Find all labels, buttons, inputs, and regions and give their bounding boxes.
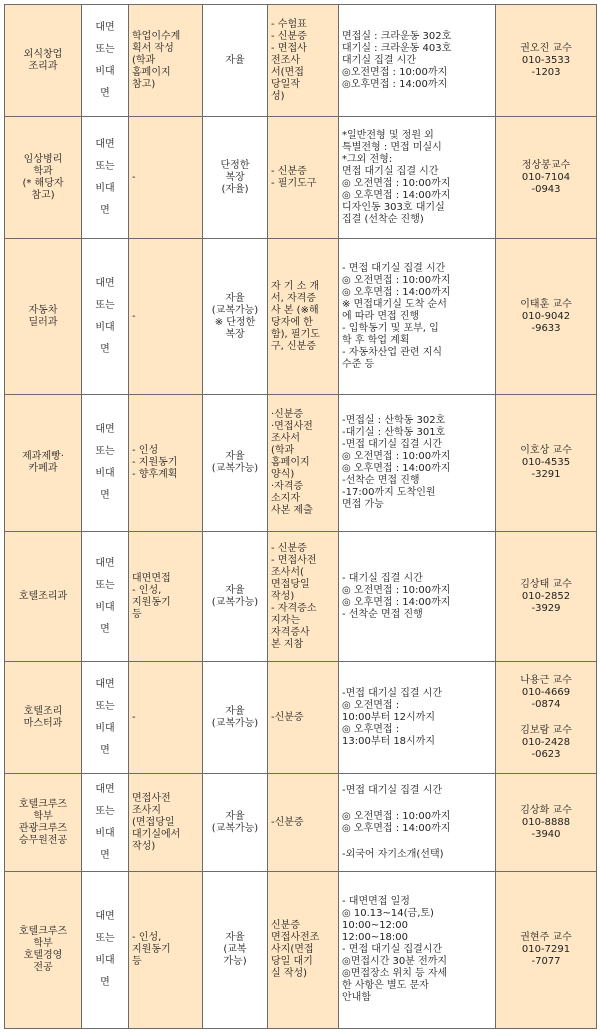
dress-code-cell (203, 872, 268, 1029)
cell-line: 전공 (33, 962, 53, 973)
cell-line: -면접 대기실 집결 시간 (342, 439, 443, 450)
cell-line: ◎ 오전면접 : 10:00까지 (342, 451, 451, 462)
cell-line: 홈페이지 (271, 457, 310, 468)
cell-line: 대면 (95, 138, 115, 150)
cell-line: - 신분증 (271, 542, 307, 554)
cell-line: 권오진 교수 (520, 42, 572, 54)
cell-line: -1203 (531, 66, 561, 78)
table-row (5, 239, 597, 395)
table-row (5, 395, 597, 532)
cell-line: 소지자 (271, 493, 300, 504)
cell-line: - 면접사 (271, 42, 307, 54)
cell-line: 대면 (95, 557, 115, 569)
cell-line: - 입학동기 및 포부, 입 (342, 322, 439, 334)
cell-line: 이호상 교수 (520, 445, 572, 456)
preparation-cell (129, 395, 203, 532)
cell-line: ◎ 10.13~14(금,토) (342, 908, 434, 919)
cell-line: 또는 (95, 700, 115, 712)
dress-code-cell (203, 5, 268, 117)
cell-line: - 자동차산업 관련 지식 (342, 346, 443, 358)
dress-code-cell (203, 662, 268, 774)
cell-line: - 필기도구 (271, 177, 317, 189)
cell-line: 010-8888 (521, 816, 571, 828)
cell-line: 전조사 (271, 54, 300, 66)
cell-line: 당자에 한 (271, 316, 313, 328)
cell-line: - 신분증 (271, 30, 307, 42)
cell-line: 자격증사 (271, 626, 310, 638)
interview-method-cell (82, 872, 129, 1029)
cell-line: 서, 자격증 (271, 292, 316, 304)
cell-line: ◎ 오후면접 : 14:00까지 (342, 463, 451, 474)
cell-line: ◎ 오후면접 : (342, 723, 400, 735)
cell-line: 마스터과 (23, 717, 63, 729)
cell-line: 조사서( (271, 566, 304, 578)
professor-contact-cell (496, 532, 597, 662)
cell-line: - (132, 711, 136, 723)
cell-line: 자율 (225, 810, 245, 822)
cell-line: 조사서 (271, 433, 300, 444)
cell-line: 지원동기 (132, 596, 171, 608)
cell-line: -대기실 : 산학동 301호 (342, 427, 446, 438)
cell-line: ◎ 오후면접 : 14:00까지 (342, 189, 451, 201)
interview-schedule-table (4, 4, 597, 1029)
cell-line: 참고) (132, 78, 156, 90)
cell-line: ·자격증 (271, 481, 304, 492)
cell-line: - 인성 (132, 445, 159, 456)
cell-line: (면접당일 (132, 816, 175, 828)
cell-line: 자율 (225, 54, 245, 66)
cell-line: 호텔크루즈 (18, 926, 68, 937)
cell-line: 면 (100, 849, 110, 861)
professor-contact-cell (496, 872, 597, 1029)
notes-cell (339, 395, 496, 532)
cell-line: 대기실 집결 시간 (342, 54, 416, 66)
cell-line: ◎ 오전면접 : 10:00까지 (342, 274, 451, 286)
cell-line: - 인성, (132, 584, 162, 596)
cell-line: 단정한 (220, 159, 250, 171)
professor-contact-cell (496, 239, 597, 395)
cell-line: 김상태 교수 (520, 578, 572, 590)
cell-line: 비대 (95, 321, 115, 333)
required-items-cell (268, 395, 339, 532)
cell-line: (교복가능) (211, 596, 259, 608)
cell-line: -신분증 (271, 711, 304, 723)
cell-line: 010-3533 (521, 54, 571, 66)
interview-method-cell (82, 774, 129, 872)
department-cell (5, 532, 82, 662)
professor-contact-cell (496, 117, 597, 239)
cell-line: 또는 (95, 160, 115, 172)
cell-line: 대면면접 (132, 572, 171, 584)
cell-line: 대면 (95, 21, 115, 33)
cell-line: 대면 (95, 277, 115, 289)
cell-line: 면접사전 (132, 792, 171, 804)
cell-line: 학부 (33, 810, 53, 822)
cell-line: 010-4535 (521, 457, 571, 468)
cell-line: 12:00~18:00 (342, 932, 409, 943)
required-items-cell (268, 117, 339, 239)
department-cell (5, 5, 82, 117)
cell-line: 면 (100, 490, 110, 501)
interview-method-cell (82, 532, 129, 662)
dress-code-cell (203, 117, 268, 239)
preparation-cell (129, 872, 203, 1029)
cell-spacer (499, 711, 593, 725)
cell-line: - 향후계획 (132, 469, 178, 480)
cell-line: 호텔조리 (23, 705, 63, 717)
cell-line: 양식) (271, 469, 295, 480)
cell-line: 자율 (225, 292, 245, 304)
cell-line: 등 (132, 956, 142, 967)
cell-spacer (342, 797, 492, 811)
table-row (5, 5, 597, 117)
cell-line: 사본 제출 (271, 505, 313, 516)
cell-line: 비대 (95, 601, 115, 613)
cell-line: - 신분증 (271, 165, 307, 177)
cell-line: -9633 (531, 322, 561, 334)
required-items-cell (268, 5, 339, 117)
cell-line: 자동차 (28, 304, 58, 316)
cell-line: 서(면접 (271, 66, 304, 78)
cell-line: 면 (100, 87, 110, 99)
cell-line: ◎ 오전면접 : (342, 699, 400, 711)
cell-line: 특별전형 : 면접 미실시 (342, 141, 442, 153)
cell-line: -3929 (531, 602, 561, 614)
required-items-cell (268, 532, 339, 662)
cell-line: 조사지 (132, 804, 161, 816)
cell-line: 정상봉교수 (521, 159, 571, 171)
cell-line: 자율 (225, 451, 245, 462)
notes-cell (339, 872, 496, 1029)
cell-line: -면접 대기실 집결 시간 (342, 784, 443, 796)
cell-line: 함), 필기도 (271, 328, 320, 340)
cell-line: -17:00까지 도착인원 (342, 487, 436, 498)
cell-line: 수준 등 (342, 358, 375, 370)
cell-line: 자 기 소 개 (271, 280, 320, 292)
cell-line: 010-9042 (521, 310, 571, 322)
professor-contact-cell (496, 5, 597, 117)
cell-line: 비대 (95, 722, 115, 734)
cell-line: 학과 (33, 165, 53, 177)
cell-line: 호텔경영 (23, 950, 63, 961)
cell-line: (교복가능) (211, 717, 259, 729)
cell-line: 010-7104 (521, 171, 571, 183)
cell-line: 가능) (223, 956, 247, 967)
cell-line: (교복가능) (211, 822, 259, 834)
cell-line: 자율 (225, 932, 245, 943)
cell-line: 대면 (95, 424, 115, 435)
cell-line: - 수험표 (271, 18, 307, 30)
notes-cell (339, 532, 496, 662)
cell-line: - 선착순 면접 진행 (342, 608, 423, 620)
cell-line: 참고) (31, 189, 55, 201)
dress-code-cell (203, 774, 268, 872)
cell-line: -0623 (531, 748, 561, 760)
cell-line: 면 (100, 977, 110, 988)
cell-line: 010-2428 (521, 736, 571, 748)
table-row (5, 662, 597, 774)
preparation-cell (129, 532, 203, 662)
cell-line: 작성) (132, 840, 156, 852)
table-row (5, 532, 597, 662)
required-items-cell (268, 774, 339, 872)
cell-line: 집결 (선착순 진행) (342, 213, 424, 225)
cell-line: (교복 (223, 944, 247, 955)
cell-line: - 인성, (132, 932, 162, 943)
cell-line: 김상화 교수 (520, 804, 572, 816)
cell-line: ◎오후면접 : 14:00까지 (342, 78, 448, 90)
cell-line: 획서 작성 (132, 42, 174, 54)
cell-line: 에 따라 면접 진행 (342, 310, 420, 322)
cell-line: 권현주 교수 (520, 932, 572, 943)
cell-line: ※ 단정한 (214, 316, 256, 328)
notes-cell (339, 774, 496, 872)
cell-line: 비대 (95, 468, 115, 479)
cell-line: ◎ 오전면접 : 10:00까지 (342, 584, 451, 596)
cell-line: ·면접사전 (271, 421, 313, 432)
cell-line: 010-2852 (521, 590, 571, 602)
cell-line: - 자격증소 (271, 602, 317, 614)
table-row (5, 774, 597, 872)
cell-line: ◎ 오전면접 : 10:00까지 (342, 177, 451, 189)
cell-line: (자율) (221, 183, 249, 195)
cell-line: 면접사전조 (271, 932, 320, 943)
department-cell (5, 662, 82, 774)
cell-line: *일반전형 및 정원 외 (342, 129, 434, 141)
cell-line: ◎면접장소 위치 등 자세 (342, 968, 448, 979)
cell-line: -7077 (531, 956, 561, 967)
cell-line: -신분증 (271, 816, 304, 828)
cell-line: ◎면접시간 30분 전까지 (342, 956, 448, 967)
cell-line: 복장 (225, 328, 245, 340)
cell-line: *그외 전형: (342, 153, 393, 165)
cell-line: ※ 면접대기실 도착 순서 (342, 298, 447, 310)
cell-line: - 면접사전 (271, 554, 317, 566)
preparation-cell (129, 239, 203, 395)
cell-line: 10:00~12:00 (342, 920, 409, 931)
cell-line: 비대 (95, 182, 115, 194)
cell-line: 대면 (95, 678, 115, 690)
cell-line: - (132, 310, 136, 322)
cell-line: 승무원전공 (18, 834, 68, 846)
cell-line: 카페과 (28, 463, 58, 474)
cell-line: 비대 (95, 65, 115, 77)
cell-line: (학과 (132, 54, 156, 66)
cell-line: 면 (100, 744, 110, 756)
cell-line: 13:00부터 18시까지 (342, 735, 436, 747)
department-cell (5, 117, 82, 239)
cell-line: 당일작 (271, 78, 300, 90)
cell-line: (교복가능) (211, 304, 259, 316)
cell-line: - 면접 대기실 집결시간 (342, 944, 443, 955)
department-cell (5, 872, 82, 1029)
cell-line: 대면 (95, 911, 115, 922)
cell-line: ◎ 오전면접 : 10:00까지 (342, 810, 451, 822)
cell-line: 학 후 학업 계획 (342, 334, 410, 346)
cell-line: 사지(면접 (271, 944, 314, 955)
cell-line: 조리과 (28, 60, 58, 72)
cell-line: 임상병리 (23, 153, 63, 165)
cell-line: 10:00부터 12시까지 (342, 711, 436, 723)
table-row (5, 117, 597, 239)
cell-line: - 대기실 집결 시간 (342, 572, 423, 584)
cell-line: - 면접 대기실 집결 시간 (342, 262, 446, 274)
cell-line: 사 본 (※해 (271, 304, 319, 316)
required-items-cell (268, 872, 339, 1029)
cell-line: 자율 (225, 705, 245, 717)
cell-line: 면접실 : 크라운동 302호 (342, 30, 452, 42)
cell-line: 010-7291 (521, 944, 571, 955)
cell-line: 제과제빵· (22, 451, 64, 462)
table-body (5, 5, 597, 1029)
dress-code-cell (203, 532, 268, 662)
cell-line: 홈페이지 (132, 66, 171, 78)
department-cell (5, 395, 82, 532)
cell-line: 호텔조리과 (18, 590, 68, 602)
cell-line: ·신분증 (271, 409, 304, 420)
required-items-cell (268, 662, 339, 774)
cell-line: 비대 (95, 827, 115, 839)
cell-line: -외국어 자기소개(선택) (342, 848, 444, 860)
cell-line: 복장 (225, 171, 245, 183)
cell-line: 실 작성) (271, 968, 308, 979)
required-items-cell (268, 239, 339, 395)
cell-line: 딜러과 (28, 316, 58, 328)
cell-line: 지자는 (271, 614, 300, 626)
cell-line: 당일 대기 (271, 956, 313, 967)
preparation-cell (129, 774, 203, 872)
interview-method-cell (82, 395, 129, 532)
cell-line: 또는 (95, 43, 115, 55)
table-row (5, 872, 597, 1029)
cell-line: 면 (100, 204, 110, 216)
interview-method-cell (82, 117, 129, 239)
cell-line: 또는 (95, 446, 115, 457)
professor-contact-cell (496, 662, 597, 774)
notes-cell (339, 5, 496, 117)
cell-line: (교복가능) (211, 463, 259, 474)
cell-line: 등 (132, 608, 142, 620)
department-cell (5, 239, 82, 395)
cell-line: 면접당일 (271, 578, 310, 590)
preparation-cell (129, 117, 203, 239)
cell-line: (학과 (271, 445, 295, 456)
cell-line: 이태훈 교수 (520, 298, 572, 310)
preparation-cell (129, 662, 203, 774)
cell-line: 학부 (33, 938, 53, 949)
cell-line: 지원동기 (132, 944, 171, 955)
professor-contact-cell (496, 774, 597, 872)
cell-line: 본 지참 (271, 638, 304, 650)
cell-line: 성) (271, 90, 285, 102)
cell-line: 한 사항은 별도 문자 (342, 980, 429, 991)
notes-cell (339, 239, 496, 395)
dress-code-cell (203, 395, 268, 532)
cell-line: -면접실 : 산학동 302호 (342, 415, 446, 426)
cell-line: 면 (100, 623, 110, 635)
cell-line: -0874 (531, 698, 561, 710)
preparation-cell (129, 5, 203, 117)
cell-line: 학업이수계 (132, 30, 181, 42)
cell-line: - 지원동기 (132, 457, 178, 468)
cell-line: 나용근 교수 (520, 674, 572, 686)
interview-method-cell (82, 5, 129, 117)
cell-line: 디자인동 303호 대기실 (342, 201, 445, 213)
cell-line: - (132, 171, 136, 183)
cell-line: 면접 가능 (342, 499, 384, 510)
cell-line: ◎오전면접 : 10:00까지 (342, 66, 448, 78)
cell-line: -면접 대기실 집결 시간 (342, 687, 443, 699)
cell-line: 또는 (95, 299, 115, 311)
cell-line: 대기실에서 (132, 828, 181, 840)
cell-line: -3940 (531, 828, 561, 840)
cell-line: 면 (100, 343, 110, 355)
notes-cell (339, 117, 496, 239)
interview-method-cell (82, 239, 129, 395)
cell-line: 작성) (271, 590, 295, 602)
cell-line: - 대면면접 일정 (342, 896, 410, 907)
cell-line: 자율 (225, 584, 245, 596)
cell-line: 김보람 교수 (520, 724, 572, 736)
cell-line: 외식창업 (23, 48, 63, 60)
department-cell (5, 774, 82, 872)
cell-line: -3291 (531, 469, 561, 480)
cell-line: -0943 (531, 183, 561, 195)
cell-line: 신분증 (271, 920, 300, 931)
cell-line: ◎ 오후면접 : 14:00까지 (342, 286, 451, 298)
cell-line: 면접 대기실 집결 시간 (342, 165, 439, 177)
cell-line: ◎ 오후면접 : 14:00까지 (342, 822, 451, 834)
dress-code-cell (203, 239, 268, 395)
cell-line: 구, 신분증 (271, 340, 316, 352)
cell-spacer (342, 835, 492, 849)
cell-line: 호텔크루즈 (18, 798, 68, 810)
cell-line: ◎ 오후면접 : 14:00까지 (342, 596, 451, 608)
cell-line: -선착순 면접 진행 (342, 475, 420, 486)
cell-line: 또는 (95, 805, 115, 817)
cell-line: 안내함 (342, 992, 371, 1003)
interview-method-cell (82, 662, 129, 774)
cell-line: 대면 (95, 783, 115, 795)
cell-line: (* 해당자 (22, 177, 64, 189)
cell-line: 010-4669 (521, 686, 571, 698)
notes-cell (339, 662, 496, 774)
professor-contact-cell (496, 395, 597, 532)
cell-line: 또는 (95, 579, 115, 591)
cell-line: 관광크루즈 (18, 822, 68, 834)
cell-line: 또는 (95, 933, 115, 944)
cell-line: 비대 (95, 955, 115, 966)
cell-line: 대기실 : 크라운동 403호 (342, 42, 452, 54)
